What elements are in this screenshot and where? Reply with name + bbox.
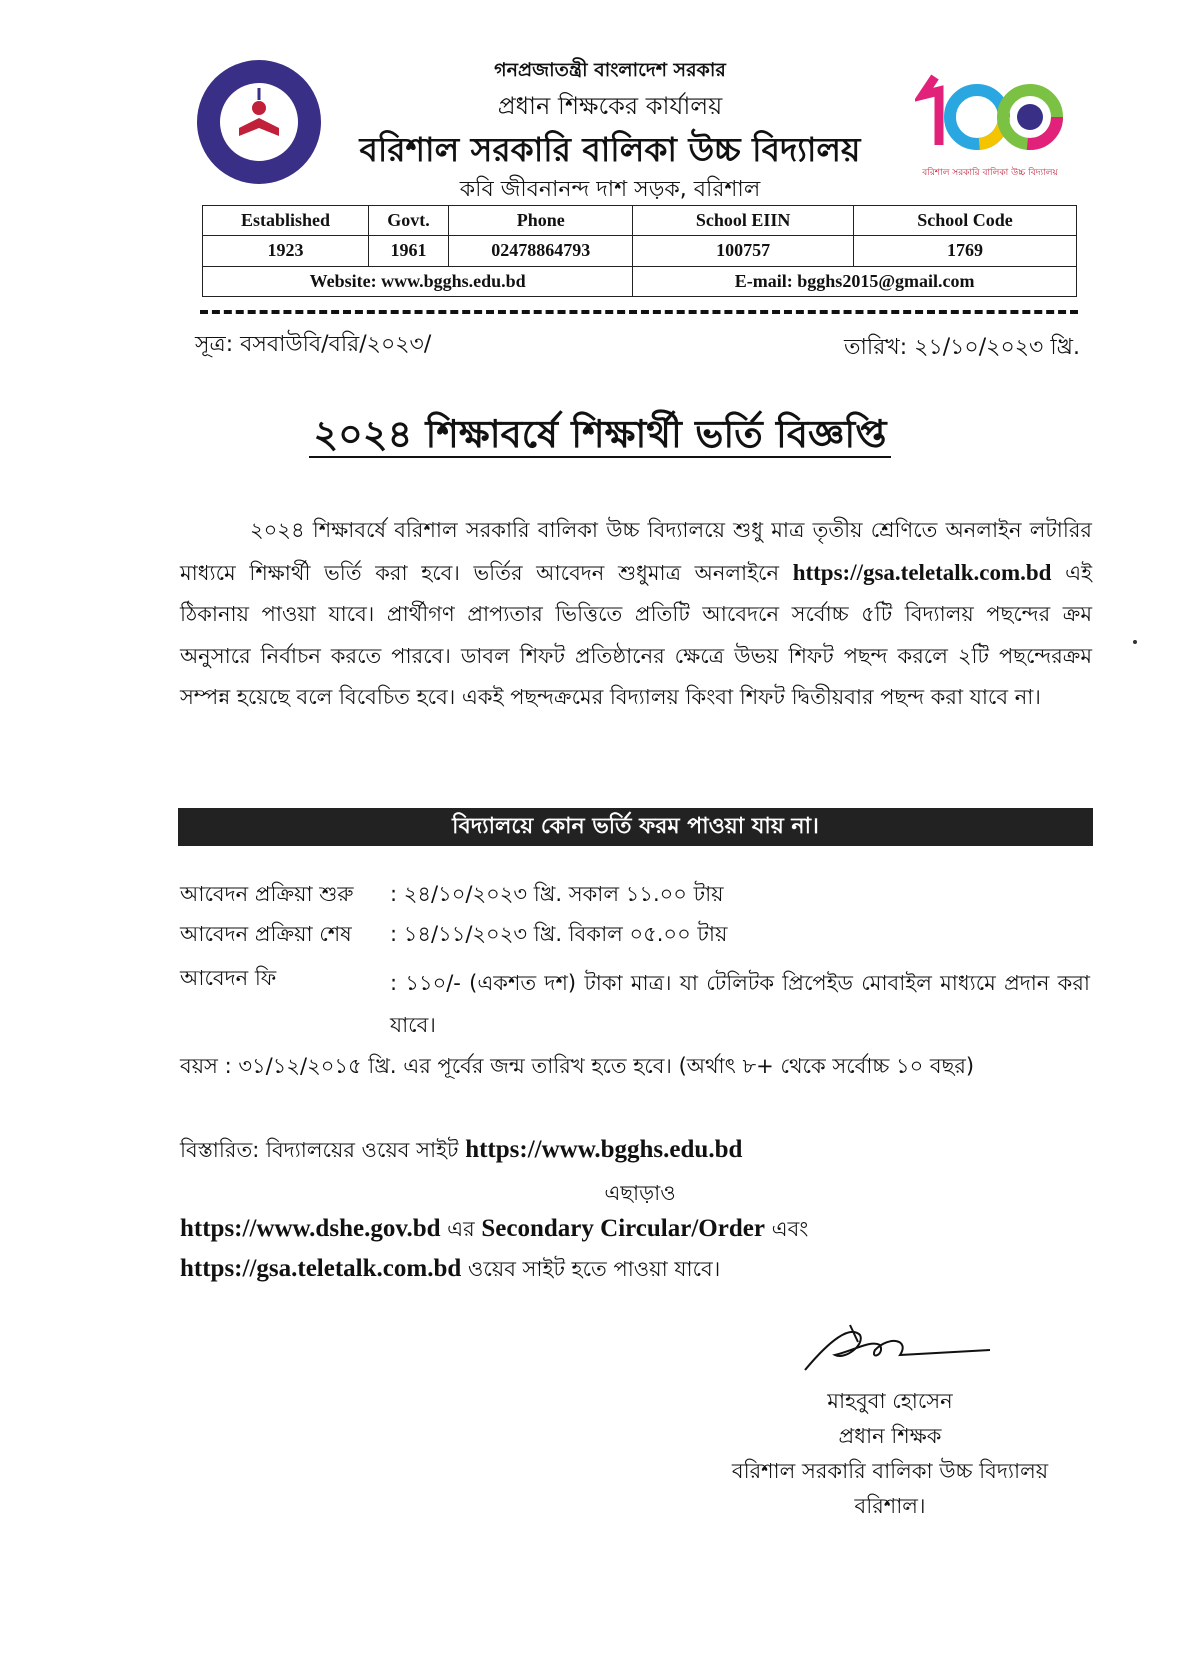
notice-date: তারিখ: ২১/১০/২০২৩ খ্রি.: [844, 335, 1080, 360]
eiin-label: School EIIN: [633, 206, 854, 236]
signatory-name: মাহবুবা হোসেন: [827, 1389, 953, 1413]
details-line: [180, 1134, 742, 1169]
govt-value: 1961: [368, 236, 448, 266]
circular-text: Secondary Circular/Order: [481, 1215, 765, 1242]
notice-title-text: ২০২৪ শিক্ষাবর্ষে শিক্ষার্থী ভর্তি বিজ্ঞপ্তি: [309, 412, 890, 458]
notice-title: [0, 405, 1200, 469]
govt-label: Govt.: [368, 206, 448, 236]
start-value: : ২৪/১০/২০২৩ খ্রি. সকাল ১১.০০ টায়: [390, 882, 724, 906]
fee-label: আবেদন ফি: [180, 966, 277, 990]
scan-speck: [1133, 640, 1137, 644]
no-form-banner: বিদ্যালয়ে কোন ভর্তি ফরম পাওয়া যায় না।: [178, 808, 1093, 846]
end-label: আবেদন প্রক্রিয়া শেষ: [180, 922, 352, 946]
phone-label: Phone: [449, 206, 633, 236]
teletalk-suffix: ওয়েব সাইট হতে পাওয়া যাবে।: [461, 1257, 721, 1281]
age-requirement: বয়স : ৩১/১২/২০১৫ খ্রি. এর পূর্বের জন্ম তারিখ হতে হবে। (অর্থাৎ ৮+ থেকে সর্বোচ্চ ১০ বছর): [180, 1054, 975, 1078]
school-code-label: School Code: [854, 206, 1077, 236]
paragraph-url: https://gsa.teletalk.com.bd: [792, 559, 1052, 585]
dshe-mid: এর: [440, 1217, 482, 1241]
dshe-line: [180, 1213, 808, 1248]
centenary-logo-caption: বরিশাল সরকারি বালিকা উচ্চ বিদ্যালয়: [922, 168, 1058, 178]
signatory-school: বরিশাল সরকারি বালিকা উচ্চ বিদ্যালয়: [731, 1459, 1049, 1483]
reference-number: সূত্র: বসবাউবি/বরি/২০২৩/: [195, 332, 432, 357]
office-heading: প্রধান শিক্ষকের কার্যালয়: [497, 92, 723, 120]
eiin-value: 100757: [633, 236, 854, 266]
also-text: এছাড়াও: [604, 1181, 676, 1205]
school-address: কবি জীবনানন্দ দাশ সড়ক, বরিশাল: [459, 177, 761, 202]
email-cell: E-mail: bgghs2015@gmail.com: [633, 266, 1077, 296]
headmistress-signature: [800, 1320, 1010, 1380]
website-cell: Website: www.bgghs.edu.bd: [203, 266, 633, 296]
government-heading: গনপ্রজাতন্ত্রী বাংলাদেশ সরকার: [494, 59, 726, 81]
dshe-link[interactable]: https://www.dshe.gov.bd: [180, 1215, 441, 1242]
end-value: : ১৪/১১/২০২৩ খ্রি. বিকাল ০৫.০০ টায়: [390, 922, 728, 946]
established-label: Established: [203, 206, 369, 236]
phone-value: 02478864793: [449, 236, 633, 266]
established-value: 1923: [203, 236, 369, 266]
paragraph-part-2: এই ঠিকানায় পাওয়া যাবে। প্রার্থীগণ প্রাপ্যতার ভিত্তিতে প্রতিটি আবেদনে সর্বোচ্চ ৫টি বিদ্যালয় পছন্দের ক্রম অনুসারে নির্বাচন করতে পারবে। ডাবল শিফট প্রতিষ্ঠানের ক্ষেত্রে উভয় শিফট পছন্দ করলে ২টি পছন্দেরক্রম সম্পন্ন হয়েছে বলে বিবেচিত হবে। একই পছন্দক্রমের বিদ্যালয় কিংবা শিফট দ্বিতীয়বার পছন্দ করা যাবে না।: [180, 560, 1092, 709]
school-website-link[interactable]: https://www.bgghs.edu.bd: [465, 1136, 743, 1163]
details-prefix: বিস্তারিত: বিদ্যালয়ের ওয়েব সাইট: [180, 1138, 466, 1162]
centenary-logo: [915, 65, 1065, 185]
teletalk-line: [180, 1253, 720, 1288]
teletalk-link[interactable]: https://gsa.teletalk.com.bd: [180, 1255, 462, 1282]
and-text: এবং: [764, 1217, 809, 1241]
notice-paragraph: [180, 510, 1092, 719]
school-info-table: [202, 205, 1077, 297]
start-label: আবেদন প্রক্রিয়া শুরু: [180, 882, 354, 906]
school-name-heading: বরিশাল সরকারি বালিকা উচ্চ বিদ্যালয়: [359, 130, 861, 169]
fee-value: : ১১০/- (একশত দশ) টাকা মাত্র। যা টেলিটক প্রিপেইড মোবাইল মাধ্যমে প্রদান করা যাবে।: [390, 971, 1090, 1037]
signatory-designation: প্রধান শিক্ষক: [838, 1424, 942, 1448]
school-seal-logo: [195, 58, 323, 186]
paragraph-part-1: ২০২৪ শিক্ষাবর্ষে বরিশাল সরকারি বালিকা উচ্চ বিদ্যালয়ে শুধু মাত্র তৃতীয় শ্রেণিতে অনলাইন লটারির মাধ্যমে শিক্ষার্থী ভর্তি করা হবে। ভর্তির আবেদন শুধুমাত্র অনলাইনে: [180, 518, 1092, 585]
header-divider: [200, 310, 1078, 314]
school-code-value: 1769: [854, 236, 1077, 266]
signatory-city: বরিশাল।: [854, 1494, 926, 1518]
